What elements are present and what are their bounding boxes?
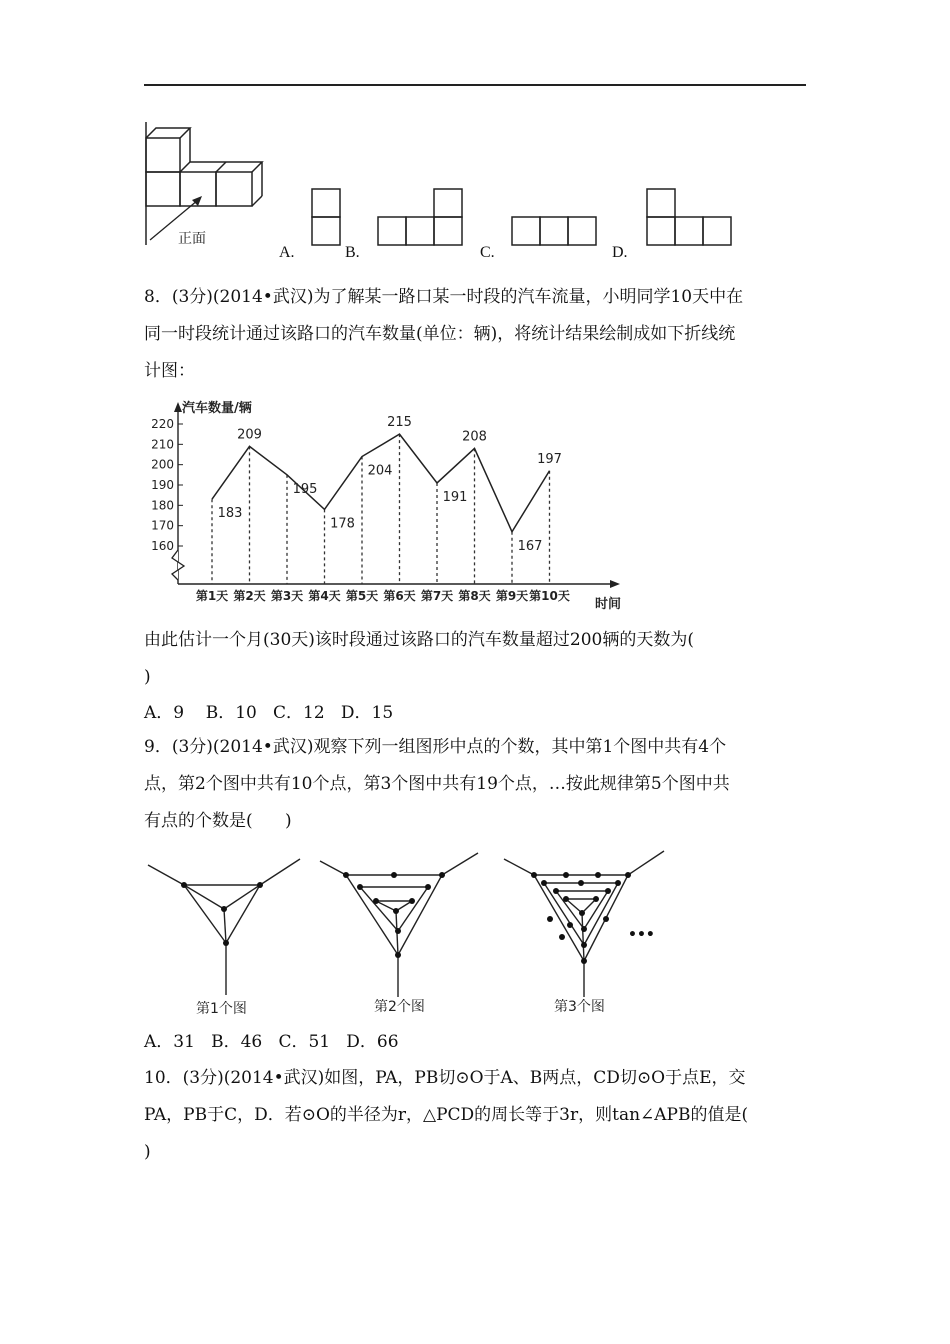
q9-fig2-label: 第2个图 [374, 999, 425, 1015]
q10-stem-line1: 10．(3分)(2014•武汉)如图，PA，PB切⊙O于A、B两点，CD切⊙O于点E，交 [144, 1068, 746, 1088]
x-tick-label: 第9天 [495, 589, 529, 603]
q8-stem-line2: 同一时段统计通过该路口的汽车数量(单位：辆)，将统计结果绘制成如下折线统 [144, 324, 736, 344]
x-tick-label: 第6天 [383, 589, 416, 603]
q7-option-a: A. [279, 244, 295, 261]
q7-option-b-figure [377, 188, 465, 246]
y-axis-title: 汽车数量/辆 [182, 401, 252, 416]
q9-stem-line2: 点，第2个图中共有10个点，第3个图中共有19个点，…按此规律第5个图中共 [144, 774, 730, 794]
y-tick-label: 210 [151, 437, 174, 452]
q10-stem-line3: ) [144, 1142, 151, 1162]
q7-option-b: B. [345, 244, 360, 261]
data-label: 197 [537, 451, 562, 467]
x-tick-label: 第4天 [308, 589, 341, 603]
x-tick-label: 第7天 [420, 589, 454, 603]
data-label: 208 [462, 429, 487, 445]
x-tick-label: 第8天 [458, 589, 491, 603]
x-tick-label: 第1天 [195, 589, 229, 603]
q8-stem-line1: 8．(3分)(2014•武汉)为了解某一路口某一时段的汽车流量，小明同学10天中在 [144, 287, 744, 307]
x-axis-title: 时间 [595, 597, 622, 612]
x-tick-label: 第2天 [233, 589, 266, 603]
data-label: 215 [387, 415, 412, 431]
q9-fig1-label: 第1个图 [196, 1001, 247, 1017]
data-label: 167 [517, 538, 543, 554]
y-tick-label: 200 [151, 457, 174, 472]
y-tick-label: 170 [151, 518, 174, 533]
q9-choices: A．31 B．46 C．51 D．66 [144, 1032, 399, 1052]
q7-option-c: C. [480, 244, 495, 261]
q7-option-d-figure [646, 188, 734, 246]
q9-ellipsis: ••• [628, 927, 655, 943]
q10-stem-line2: PA，PB于C，D．若⊙O的半径为r，△PCD的周长等于3r，则tan∠APB的值是( [144, 1105, 749, 1125]
x-axis-arrow [610, 580, 620, 588]
y-tick-label: 180 [151, 498, 174, 513]
q9-stem-line3: 有点的个数是( ) [144, 811, 292, 831]
data-label: 191 [442, 489, 468, 505]
x-tick-label: 第5天 [345, 589, 379, 603]
data-label: 178 [330, 516, 355, 532]
series-line [212, 434, 550, 532]
front-label: 正面 [178, 231, 206, 247]
x-tick-label: 第3天 [270, 589, 304, 603]
y-axis-arrow [174, 402, 182, 412]
y-tick-label: 160 [151, 539, 174, 553]
data-label: 204 [367, 463, 393, 479]
q8-after-line2: ) [144, 667, 151, 687]
q7-solid-figure [140, 120, 280, 250]
q9-fig3-label: 第3个图 [554, 999, 605, 1015]
q8-after-line1: 由此估计一个月(30天)该时段通过该路口的汽车数量超过200辆的天数为( [144, 630, 694, 650]
header-rule [144, 84, 806, 86]
y-tick-label: 220 [151, 417, 174, 431]
q7-option-d: D. [612, 244, 628, 261]
q8-choices: A．9 B．10 C．12 D．15 [144, 703, 394, 723]
q7-option-c-figure [511, 216, 599, 246]
q7-option-a-figure [311, 188, 341, 246]
data-label: 183 [217, 506, 243, 522]
x-tick-label: 第10天 [529, 589, 570, 603]
axis-break [172, 550, 184, 580]
q8-line-chart [140, 392, 640, 618]
data-label: 195 [292, 481, 318, 497]
q9-figures [140, 845, 680, 1025]
q8-stem-line3: 计图： [144, 361, 195, 381]
data-label: 209 [237, 427, 262, 443]
q9-stem-line1: 9．(3分)(2014•武汉)观察下列一组图形中点的个数，其中第1个图中共有4个 [144, 737, 727, 757]
y-tick-label: 190 [151, 478, 174, 492]
